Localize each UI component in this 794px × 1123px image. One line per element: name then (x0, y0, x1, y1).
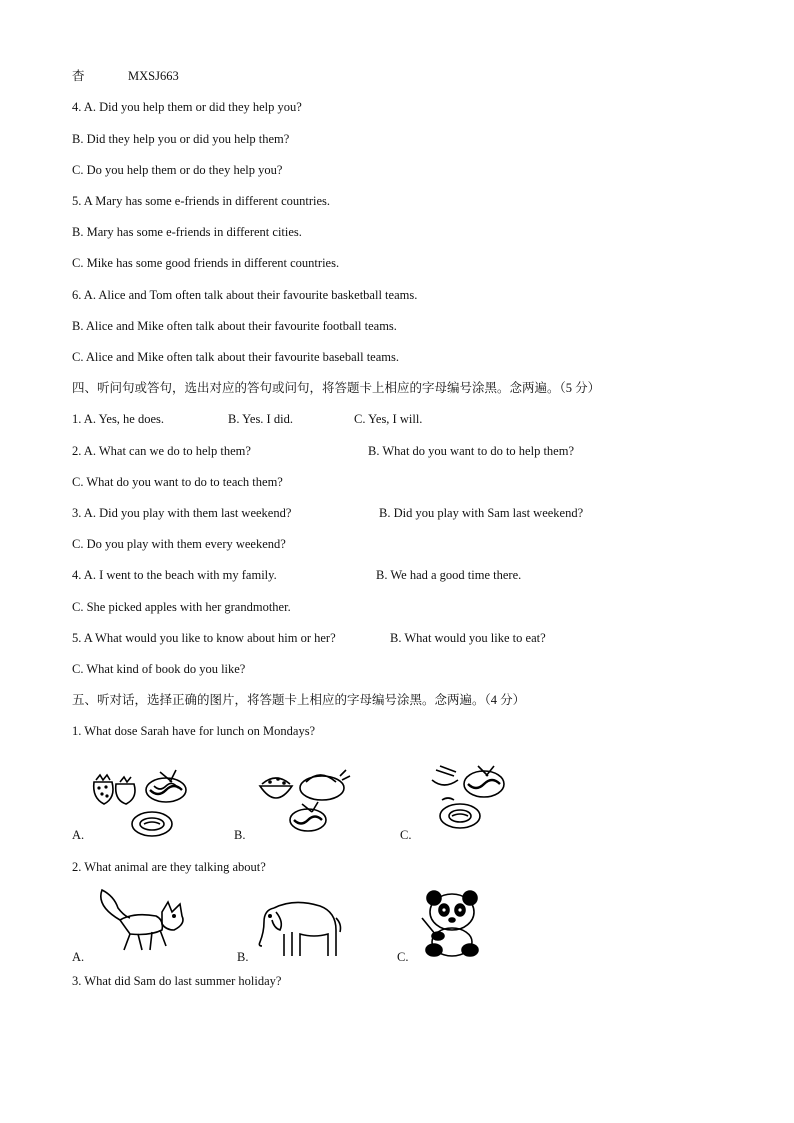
p4-q5-b: B. What would you like to eat? (390, 631, 546, 645)
p4-q4-b: B. We had a good time there. (376, 568, 522, 582)
p5-q2-label-c: C. (397, 950, 409, 964)
p5-q3-question: 3. What did Sam do last summer holiday? (72, 974, 282, 988)
p4-q5-c: C. What kind of book do you like? (72, 662, 246, 676)
p3-q6-c: C. Alice and Mike often talk about their favourite baseball teams. (72, 350, 399, 364)
p4-q3-a: 3. A. Did you play with them last weekend? (72, 506, 292, 520)
p3-q4-a: 4. A. Did you help them or did they help you? (72, 100, 302, 114)
p4-q2-c: C. What do you want to do to teach them? (72, 475, 283, 489)
p4-q2-a: 2. A. What can we do to help them? (72, 444, 251, 458)
p5-q2-label-b: B. (237, 950, 249, 964)
p4-q2-b: B. What do you want to do to help them? (368, 444, 574, 458)
p3-q5-a: 5. A Mary has some e-friends in different countries. (72, 194, 331, 208)
part5-heading: 五、听对话，选择正确的图片，将答题卡上相应的字母编号涂黑。念两遍。（4 分） (72, 693, 526, 707)
p3-q5-c: C. Mike has some good friends in different countries. (72, 256, 340, 270)
p5-q1-label-a: A. (72, 828, 85, 842)
p4-q3-c: C. Do you play with them every weekend? (72, 537, 286, 551)
p4-q1-b: B. Yes. I did. (228, 412, 293, 426)
p4-q4-a: 4. A. I went to the beach with my family. (72, 568, 277, 582)
fox-picture (90, 886, 194, 956)
header-mark: 杳 (72, 69, 85, 83)
p3-q4-b: B. Did they help you or did you help them? (72, 132, 290, 146)
p4-q1-a: 1. A. Yes, he does. (72, 412, 165, 426)
elephant-picture (254, 898, 344, 960)
p5-q1-label-c: C. (400, 828, 412, 842)
rice-chicken-noodles-picture (256, 766, 356, 838)
p3-q4-c: C. Do you help them or do they help you? (72, 163, 283, 177)
p4-q1-c: C. Yes, I will. (354, 412, 423, 426)
fruit-and-noodles-picture (88, 768, 198, 840)
p5-q1-label-b: B. (234, 828, 246, 842)
p5-q1-question: 1. What dose Sarah have for lunch on Mondays? (72, 724, 316, 738)
p5-q2-question: 2. What animal are they talking about? (72, 860, 266, 874)
p3-q6-b: B. Alice and Mike often talk about their favourite football teams. (72, 319, 397, 333)
part4-heading: 四、听问句或答句，选出对应的答句或问句，将答题卡上相应的字母编号涂黑。念两遍。（5 分） (72, 381, 601, 395)
p3-q5-b: B. Mary has some e-friends in different cities. (72, 225, 302, 239)
noodles-and-plate-picture (428, 764, 508, 836)
panda-picture (418, 888, 488, 960)
p4-q3-b: B. Did you play with Sam last weekend? (379, 506, 584, 520)
header-code: MXSJ663 (128, 69, 179, 83)
p5-q2-label-a: A. (72, 950, 85, 964)
p3-q6-a: 6. A. Alice and Tom often talk about their favourite basketball teams. (72, 288, 418, 302)
p4-q5-a: 5. A What would you like to know about him or her? (72, 631, 336, 645)
p4-q4-c: C. She picked apples with her grandmother. (72, 600, 291, 614)
